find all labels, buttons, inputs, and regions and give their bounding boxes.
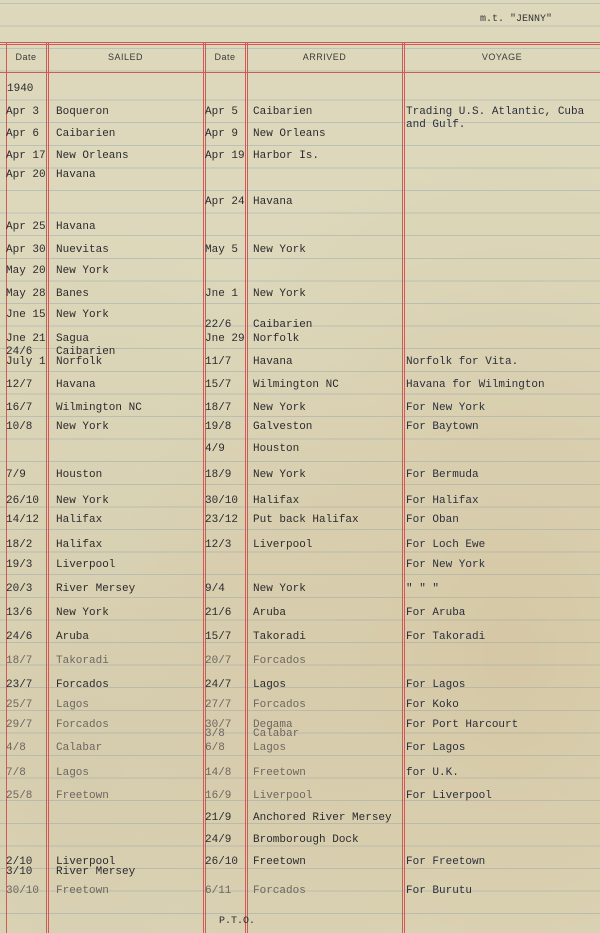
sailed-date: 10/8 xyxy=(6,421,33,433)
page-footer: P.T.O. xyxy=(219,916,256,927)
arrived-port: Caibarien xyxy=(253,319,313,331)
column-rule xyxy=(46,42,47,933)
sailed-date: Apr 17 xyxy=(6,150,46,162)
arrived-port: Calabar xyxy=(253,728,300,740)
arrived-port: Forcados xyxy=(253,699,306,711)
sailed-port: River Mersey xyxy=(56,866,136,878)
arrived-date: 18/9 xyxy=(205,469,232,481)
voyage-note: Trading U.S. Atlantic, Cuba xyxy=(406,106,585,118)
arrived-date: 15/7 xyxy=(205,379,232,391)
sailed-date: 23/7 xyxy=(6,679,33,691)
arrived-port: Lagos xyxy=(253,742,287,754)
arrived-date: 23/12 xyxy=(205,514,239,526)
sailed-port: Halifax xyxy=(56,539,103,551)
voyage-note: For Aruba xyxy=(406,607,466,619)
sailed-date: Apr 20 xyxy=(6,169,46,181)
sailed-port: Norfolk xyxy=(56,356,103,368)
sailed-date: 20/3 xyxy=(6,583,33,595)
arrived-port: Liverpool xyxy=(253,790,313,802)
sailed-port: River Mersey xyxy=(56,583,136,595)
sailed-port: Caibarien xyxy=(56,346,116,358)
sailed-port: Halifax xyxy=(56,514,103,526)
arrived-date: Apr 5 xyxy=(205,106,239,118)
arrived-date: Jne 1 xyxy=(205,288,239,300)
header-bottom-rule xyxy=(0,72,600,73)
sailed-port: New York xyxy=(56,495,109,507)
sailed-port: Wilmington NC xyxy=(56,402,142,414)
sailed-date: 3/10 xyxy=(6,866,33,878)
arrived-date: 6/8 xyxy=(205,742,225,754)
arrived-port: Galveston xyxy=(253,421,313,433)
sailed-date: 2/10 xyxy=(6,856,33,868)
sailed-port: Freetown xyxy=(56,790,109,802)
sailed-date: Apr 25 xyxy=(6,221,46,233)
arrived-date: 15/7 xyxy=(205,631,232,643)
arrived-port: Freetown xyxy=(253,856,306,868)
sailed-port: New York xyxy=(56,309,109,321)
sailed-date: May 28 xyxy=(6,288,46,300)
voyage-note: For Lagos xyxy=(406,679,466,691)
header-sailed-date: Date xyxy=(15,52,37,62)
voyage-note: and Gulf. xyxy=(406,119,466,131)
sailed-port: New York xyxy=(56,607,109,619)
sailed-port: Havana xyxy=(56,221,96,233)
sailed-port: Lagos xyxy=(56,767,90,779)
arrived-date: 4/9 xyxy=(205,443,225,455)
sailed-port: Nuevitas xyxy=(56,244,109,256)
sailed-port: Houston xyxy=(56,469,103,481)
voyage-note: For Loch Ewe xyxy=(406,539,486,551)
arrived-date: 30/10 xyxy=(205,495,239,507)
arrived-port: New York xyxy=(253,288,306,300)
arrived-date: 24/9 xyxy=(205,834,232,846)
column-rule xyxy=(203,42,204,933)
arrived-date: 30/7 xyxy=(205,719,232,731)
voyage-note: For Lagos xyxy=(406,742,466,754)
sailed-port: Takoradi xyxy=(56,655,109,667)
sailed-port: New Orleans xyxy=(56,150,129,162)
arrived-port: New York xyxy=(253,244,306,256)
arrived-port: Caibarien xyxy=(253,106,313,118)
sailed-date: 12/7 xyxy=(6,379,33,391)
arrived-port: New York xyxy=(253,583,306,595)
arrived-date: 14/8 xyxy=(205,767,232,779)
arrived-port: New York xyxy=(253,402,306,414)
sailed-date: 24/6 xyxy=(6,631,33,643)
arrived-date: Apr 24 xyxy=(205,196,245,208)
sailed-port: Sagua xyxy=(56,333,90,345)
column-rule xyxy=(245,42,246,933)
voyage-note: For Bermuda xyxy=(406,469,479,481)
sailed-date: 30/10 xyxy=(6,885,40,897)
voyage-note: For New York xyxy=(406,559,486,571)
arrived-date: 20/7 xyxy=(205,655,232,667)
arrived-port: Takoradi xyxy=(253,631,306,643)
voyage-note: For Liverpool xyxy=(406,790,492,802)
header-arrived: ARRIVED xyxy=(302,52,347,62)
sailed-date: 19/3 xyxy=(6,559,33,571)
header-voyage: VOYAGE xyxy=(481,52,523,62)
voyage-note: For Takoradi xyxy=(406,631,486,643)
arrived-port: Havana xyxy=(253,356,293,368)
sailed-date: 25/7 xyxy=(6,699,33,711)
sailed-port: Banes xyxy=(56,288,90,300)
arrived-port: Anchored River Mersey xyxy=(253,812,392,824)
voyage-note: Norfolk for Vita. xyxy=(406,356,519,368)
arrived-date: 27/7 xyxy=(205,699,232,711)
sailed-port: Lagos xyxy=(56,699,90,711)
voyage-note: For Port Harcourt xyxy=(406,719,519,731)
voyage-note: For Freetown xyxy=(406,856,486,868)
sailed-port: Boqueron xyxy=(56,106,109,118)
sailed-port: Forcados xyxy=(56,719,109,731)
arrived-date: 16/9 xyxy=(205,790,232,802)
arrived-port: Forcados xyxy=(253,885,306,897)
sailed-port: Forcados xyxy=(56,679,109,691)
arrived-port: Bromborough Dock xyxy=(253,834,359,846)
arrived-date: 18/7 xyxy=(205,402,232,414)
voyage-note: for U.K. xyxy=(406,767,459,779)
arrived-date: 21/6 xyxy=(205,607,232,619)
sailed-date: 16/7 xyxy=(6,402,33,414)
sailed-date: 25/8 xyxy=(6,790,33,802)
arrived-date: 3/8 xyxy=(205,728,225,740)
voyage-note: " " " xyxy=(406,583,440,595)
sailed-port: Havana xyxy=(56,169,96,181)
arrived-port: Wilmington NC xyxy=(253,379,339,391)
sailed-date: 7/9 xyxy=(6,469,26,481)
sailed-date: 4/8 xyxy=(6,742,26,754)
sailed-date: Apr 3 xyxy=(6,106,40,118)
arrived-date: 11/7 xyxy=(205,356,232,368)
sailed-date: 26/10 xyxy=(6,495,40,507)
sailed-date: 13/6 xyxy=(6,607,33,619)
arrived-date: 26/10 xyxy=(205,856,239,868)
sailed-date: 29/7 xyxy=(6,719,33,731)
column-rule xyxy=(247,42,248,933)
header-sailed: SAILED xyxy=(107,52,143,62)
sailed-port: New York xyxy=(56,265,109,277)
sailed-date: 24/6 xyxy=(6,346,33,358)
arrived-date: 9/4 xyxy=(205,583,225,595)
sailed-date: May 20 xyxy=(6,265,46,277)
sailed-date: Apr 30 xyxy=(6,244,46,256)
header-top-rule-double xyxy=(0,44,600,45)
column-rule xyxy=(48,42,49,933)
sailed-date: 18/7 xyxy=(6,655,33,667)
header-top-rule xyxy=(0,42,600,43)
arrived-date: 6/11 xyxy=(205,885,232,897)
sailed-port: Calabar xyxy=(56,742,103,754)
arrived-date: 19/8 xyxy=(205,421,232,433)
sailed-date: Jne 21 xyxy=(6,333,46,345)
sailed-date: Jne 15 xyxy=(6,309,46,321)
arrived-port: Degama xyxy=(253,719,293,731)
arrived-date: Jne 29 xyxy=(205,333,245,345)
arrived-port: Liverpool xyxy=(253,539,313,551)
arrived-date: 12/3 xyxy=(205,539,232,551)
voyage-note: For Oban xyxy=(406,514,459,526)
sailed-date: 14/12 xyxy=(6,514,40,526)
sailed-port: Liverpool xyxy=(56,856,116,868)
voyage-note: For New York xyxy=(406,402,486,414)
arrived-date: 21/9 xyxy=(205,812,232,824)
sailed-port: Havana xyxy=(56,379,96,391)
arrived-port: Houston xyxy=(253,443,300,455)
sailed-port: Aruba xyxy=(56,631,90,643)
voyage-note: For Koko xyxy=(406,699,459,711)
arrived-port: Lagos xyxy=(253,679,287,691)
voyage-note: For Halifax xyxy=(406,495,479,507)
arrived-date: Apr 19 xyxy=(205,150,245,162)
arrived-port: Norfolk xyxy=(253,333,300,345)
sailed-date: 7/8 xyxy=(6,767,26,779)
ship-name: m.t. "JENNY" xyxy=(479,14,552,25)
sailed-date: 18/2 xyxy=(6,539,33,551)
arrived-date: 22/6 xyxy=(205,319,232,331)
arrived-port: Aruba xyxy=(253,607,287,619)
sailed-date: Apr 6 xyxy=(6,128,40,140)
column-rule xyxy=(402,42,403,933)
arrived-port: Freetown xyxy=(253,767,306,779)
sailed-port: Freetown xyxy=(56,885,109,897)
sailed-date: July 1 xyxy=(6,356,46,368)
arrived-port: New York xyxy=(253,469,306,481)
arrived-port: Havana xyxy=(253,196,293,208)
arrived-date: May 5 xyxy=(205,244,239,256)
voyage-note: For Baytown xyxy=(406,421,479,433)
year-label: 1940 xyxy=(7,83,34,95)
arrived-port: Put back Halifax xyxy=(253,514,359,526)
arrived-date: 24/7 xyxy=(205,679,232,691)
sailed-port: Liverpool xyxy=(56,559,116,571)
arrived-port: Forcados xyxy=(253,655,306,667)
arrived-date: Apr 9 xyxy=(205,128,239,140)
arrived-port: Halifax xyxy=(253,495,300,507)
column-rule xyxy=(404,42,405,933)
sailed-port: Caibarien xyxy=(56,128,116,140)
arrived-port: New Orleans xyxy=(253,128,326,140)
sailed-port: New York xyxy=(56,421,109,433)
arrived-port: Harbor Is. xyxy=(253,150,320,162)
voyage-note: For Burutu xyxy=(406,885,473,897)
header-arrived-date: Date xyxy=(214,52,236,62)
voyage-note: Havana for Wilmington xyxy=(406,379,545,391)
